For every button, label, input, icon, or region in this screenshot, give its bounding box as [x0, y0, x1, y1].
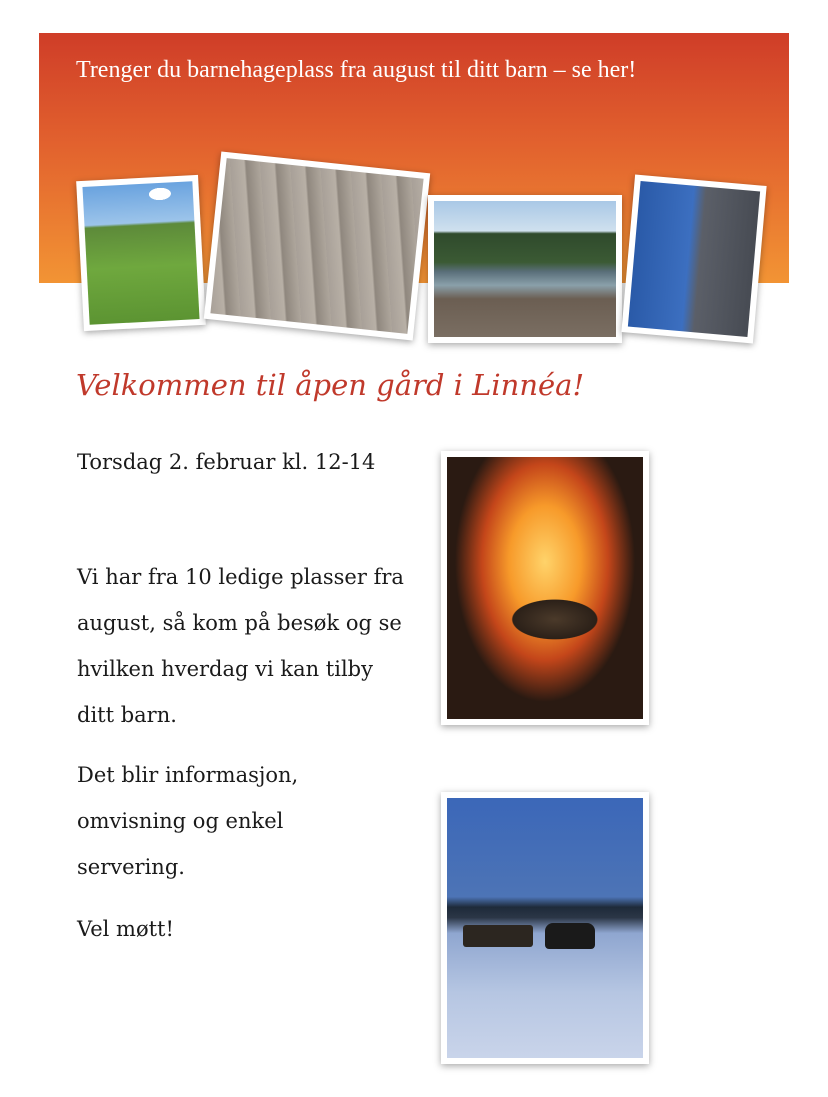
vacancy-paragraph: Vi har fra 10 ledige plasser fra august, så kom på besøk og se hvilken hverdag vi kan tilby ditt barn.	[77, 565, 404, 727]
banner-headline: Trenger du barnehageplass fra august til ditt barn – se her!	[76, 57, 637, 83]
campfire-cooking-photo	[441, 451, 649, 725]
wagon-shape	[463, 925, 533, 947]
closing-greeting: Vel møtt!	[77, 917, 174, 941]
horse-shape	[545, 923, 595, 949]
page-title: Velkommen til åpen gård i Linnéa!	[76, 368, 585, 402]
event-date: Torsdag 2. februar kl. 12-14	[77, 450, 376, 474]
horse-wagon-snow-photo	[441, 792, 649, 1064]
info-paragraph: Det blir informasjon, omvisning og enkel servering.	[77, 763, 299, 879]
children-on-deck-photo	[204, 151, 430, 340]
child-with-horse-photo	[76, 175, 206, 331]
child-with-egg-basket-photo	[621, 175, 766, 344]
children-by-lake-photo	[428, 195, 622, 343]
